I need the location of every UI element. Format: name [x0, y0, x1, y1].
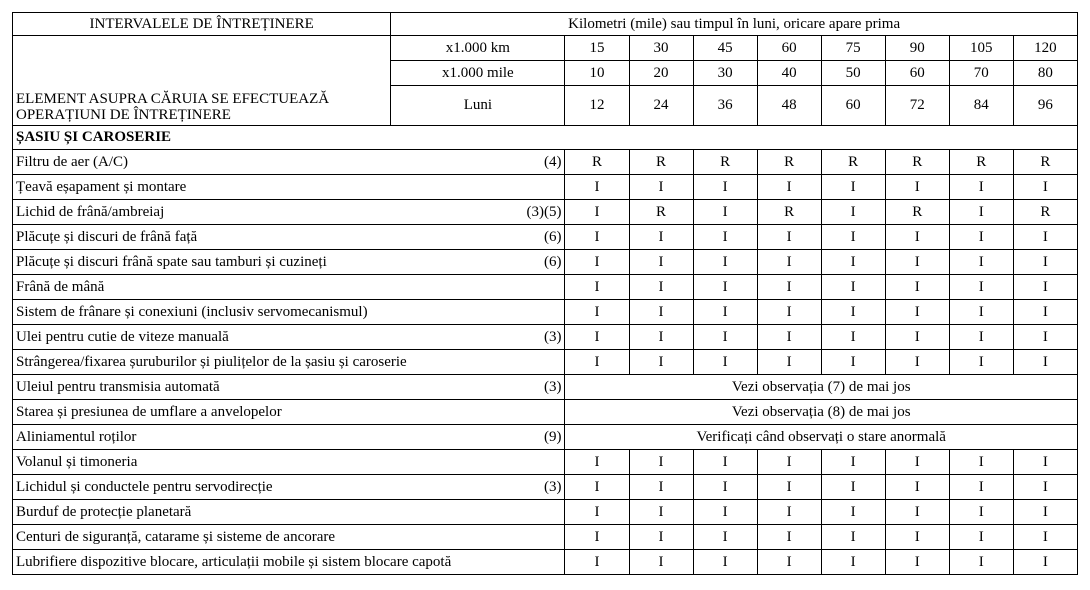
interval-value: I — [565, 550, 629, 575]
interval-value: I — [565, 325, 629, 350]
interval-value: I — [757, 450, 821, 475]
km-value: 105 — [949, 36, 1013, 61]
km-value: 120 — [1013, 36, 1077, 61]
interval-value: I — [1013, 475, 1077, 500]
interval-value: I — [757, 325, 821, 350]
interval-note: Vezi observația (7) de mai jos — [565, 375, 1078, 400]
interval-value: I — [757, 250, 821, 275]
interval-value: I — [693, 350, 757, 375]
interval-value: I — [629, 325, 693, 350]
interval-value: I — [693, 450, 757, 475]
table-row — [13, 250, 1078, 275]
item-reference: (3) — [543, 328, 562, 345]
interval-value: I — [1013, 225, 1077, 250]
element-title-cell — [13, 36, 391, 126]
interval-value: I — [757, 550, 821, 575]
interval-value: I — [949, 225, 1013, 250]
table-row — [13, 200, 1078, 225]
item-cell — [13, 250, 565, 275]
item-name: Plăcuțe și discuri frână spate sau tamburi și cuzineți — [16, 253, 327, 270]
section-row — [13, 126, 1078, 150]
item-cell — [13, 425, 565, 450]
interval-value: I — [821, 475, 885, 500]
interval-value: I — [565, 350, 629, 375]
item-cell — [13, 475, 565, 500]
interval-value: I — [821, 350, 885, 375]
interval-value: I — [693, 275, 757, 300]
table-row — [13, 425, 1078, 450]
interval-value: I — [821, 200, 885, 225]
interval-value: I — [565, 475, 629, 500]
interval-value: I — [949, 200, 1013, 225]
interval-value: I — [949, 500, 1013, 525]
interval-value: I — [629, 525, 693, 550]
item-reference: (9) — [543, 428, 562, 445]
km-value: 45 — [693, 36, 757, 61]
interval-value: I — [885, 350, 949, 375]
interval-value: I — [885, 450, 949, 475]
interval-value: I — [693, 225, 757, 250]
item-cell — [13, 400, 565, 425]
interval-value: I — [565, 300, 629, 325]
interval-value: I — [693, 250, 757, 275]
miles-value: 60 — [885, 61, 949, 86]
interval-value: I — [757, 225, 821, 250]
interval-value: I — [693, 475, 757, 500]
item-cell — [13, 350, 565, 375]
interval-value: I — [1013, 175, 1077, 200]
table-row — [13, 450, 1078, 475]
item-name: Centuri de siguranță, catarame și sisteme de ancorare — [16, 528, 336, 545]
interval-value: I — [757, 475, 821, 500]
item-cell — [13, 550, 565, 575]
interval-value: R — [565, 150, 629, 175]
interval-value: I — [949, 300, 1013, 325]
interval-value: I — [629, 450, 693, 475]
interval-value: R — [629, 200, 693, 225]
interval-value: I — [821, 225, 885, 250]
interval-value: R — [1013, 150, 1077, 175]
months-value: 48 — [757, 86, 821, 126]
interval-value: I — [1013, 325, 1077, 350]
unit-label-km: x1.000 km — [391, 36, 565, 61]
interval-value: I — [629, 275, 693, 300]
interval-value: I — [1013, 275, 1077, 300]
item-name: Plăcuțe și discuri de frână față — [16, 228, 198, 245]
interval-value: I — [629, 250, 693, 275]
maintenance-table — [12, 12, 1078, 575]
interval-value: I — [949, 450, 1013, 475]
miles-value: 10 — [565, 61, 629, 86]
interval-value: I — [885, 225, 949, 250]
miles-value: 50 — [821, 61, 885, 86]
interval-value: I — [757, 300, 821, 325]
table-row — [13, 475, 1078, 500]
months-value: 24 — [629, 86, 693, 126]
interval-value: I — [693, 200, 757, 225]
interval-value: I — [629, 500, 693, 525]
interval-value: I — [693, 525, 757, 550]
interval-value: I — [821, 175, 885, 200]
table-row — [13, 175, 1078, 200]
interval-value: I — [565, 200, 629, 225]
interval-value: I — [821, 300, 885, 325]
interval-value: I — [949, 325, 1013, 350]
table-row — [13, 375, 1078, 400]
item-reference: (3)(5) — [526, 203, 562, 220]
table-row — [13, 275, 1078, 300]
item-name: Ulei pentru cutie de viteze manuală — [16, 328, 229, 345]
interval-value: I — [1013, 350, 1077, 375]
item-cell — [13, 225, 565, 250]
km-value: 75 — [821, 36, 885, 61]
interval-value: I — [693, 325, 757, 350]
table-row — [13, 500, 1078, 525]
interval-value: I — [949, 475, 1013, 500]
interval-value: I — [565, 500, 629, 525]
interval-value: I — [821, 450, 885, 475]
interval-value: I — [757, 500, 821, 525]
interval-value: I — [629, 550, 693, 575]
months-value: 96 — [1013, 86, 1077, 126]
item-name: Lichid de frână/ambreiaj — [16, 203, 165, 220]
interval-value: I — [565, 250, 629, 275]
item-cell — [13, 500, 565, 525]
table-row — [13, 550, 1078, 575]
interval-value: I — [565, 275, 629, 300]
table-row — [13, 525, 1078, 550]
interval-value: I — [821, 275, 885, 300]
item-name: Strângerea/fixarea șuruburilor și piulițelor de la șasiu și caroserie — [16, 353, 407, 370]
months-value: 84 — [949, 86, 1013, 126]
interval-value: I — [821, 500, 885, 525]
months-value: 72 — [885, 86, 949, 126]
interval-value: I — [885, 475, 949, 500]
header-row-km — [13, 36, 1078, 61]
item-cell — [13, 450, 565, 475]
interval-value: I — [693, 175, 757, 200]
miles-value: 30 — [693, 61, 757, 86]
interval-value: I — [1013, 450, 1077, 475]
interval-value: I — [565, 175, 629, 200]
item-name: Filtru de aer (A/C) — [16, 153, 129, 170]
interval-value: R — [1013, 200, 1077, 225]
item-reference: (4) — [543, 153, 562, 170]
interval-value: I — [757, 525, 821, 550]
interval-value: I — [757, 350, 821, 375]
interval-value: I — [885, 275, 949, 300]
item-reference: (6) — [543, 253, 562, 270]
miles-value: 40 — [757, 61, 821, 86]
km-value: 15 — [565, 36, 629, 61]
item-cell — [13, 175, 565, 200]
interval-value: I — [693, 550, 757, 575]
element-title: ELEMENT ASUPRA CĂRUIA SE EFECTUEAZĂ OPERAȚIUNI DE ÎNTREȚINERE — [16, 91, 330, 123]
interval-value: I — [949, 175, 1013, 200]
interval-value: R — [885, 200, 949, 225]
interval-value: I — [1013, 300, 1077, 325]
interval-description: Kilometri (mile) sau timpul în luni, oricare apare prima — [391, 13, 1078, 36]
item-reference: (6) — [543, 228, 562, 245]
item-name: Aliniamentul roților — [16, 428, 137, 445]
table-row — [13, 400, 1078, 425]
interval-value: I — [693, 300, 757, 325]
interval-value: I — [949, 250, 1013, 275]
item-cell — [13, 150, 565, 175]
item-reference: (3) — [543, 478, 562, 495]
item-name: Uleiul pentru transmisia automată — [16, 378, 220, 395]
months-value: 12 — [565, 86, 629, 126]
interval-value: I — [949, 275, 1013, 300]
interval-title: INTERVALELE DE ÎNTREȚINERE — [13, 13, 391, 36]
interval-value: I — [885, 525, 949, 550]
interval-value: R — [885, 150, 949, 175]
interval-value: R — [757, 200, 821, 225]
interval-note: Vezi observația (8) de mai jos — [565, 400, 1078, 425]
miles-value: 80 — [1013, 61, 1077, 86]
interval-value: I — [693, 500, 757, 525]
table-row — [13, 325, 1078, 350]
months-value: 60 — [821, 86, 885, 126]
interval-value: I — [949, 550, 1013, 575]
interval-value: I — [1013, 550, 1077, 575]
interval-value: I — [821, 325, 885, 350]
interval-value: R — [757, 150, 821, 175]
interval-value: I — [565, 225, 629, 250]
item-cell — [13, 525, 565, 550]
item-name: Țeavă eșapament și montare — [16, 178, 187, 195]
interval-value: R — [693, 150, 757, 175]
table-row — [13, 150, 1078, 175]
table-row — [13, 300, 1078, 325]
item-name: Frână de mână — [16, 278, 105, 295]
interval-value: I — [629, 225, 693, 250]
interval-value: I — [885, 500, 949, 525]
item-reference: (3) — [543, 378, 562, 395]
interval-note: Verificați când observați o stare anormală — [565, 425, 1078, 450]
km-value: 90 — [885, 36, 949, 61]
unit-label-months: Luni — [391, 86, 565, 126]
interval-value: I — [885, 250, 949, 275]
interval-value: I — [821, 525, 885, 550]
months-value: 36 — [693, 86, 757, 126]
interval-value: I — [1013, 525, 1077, 550]
table-row — [13, 225, 1078, 250]
interval-value: I — [629, 175, 693, 200]
interval-value: R — [949, 150, 1013, 175]
item-name: Burduf de protecție planetară — [16, 503, 192, 520]
interval-value: I — [757, 175, 821, 200]
item-cell — [13, 275, 565, 300]
table-row — [13, 350, 1078, 375]
interval-value: I — [885, 175, 949, 200]
interval-value: I — [885, 300, 949, 325]
item-cell — [13, 325, 565, 350]
item-name: Sistem de frânare și conexiuni (inclusiv servomecanismul) — [16, 303, 368, 320]
item-name: Lichidul și conductele pentru servodirecție — [16, 478, 273, 495]
interval-value: I — [885, 550, 949, 575]
item-name: Lubrifiere dispozitive blocare, articulații mobile și sistem blocare capotă — [16, 553, 452, 570]
interval-value: I — [629, 300, 693, 325]
interval-value: I — [565, 450, 629, 475]
interval-value: I — [565, 525, 629, 550]
interval-value: I — [629, 475, 693, 500]
unit-label-miles: x1.000 mile — [391, 61, 565, 86]
miles-value: 70 — [949, 61, 1013, 86]
interval-value: I — [821, 250, 885, 275]
interval-value: R — [821, 150, 885, 175]
miles-value: 20 — [629, 61, 693, 86]
interval-value: I — [757, 275, 821, 300]
header-row-title — [13, 13, 1078, 36]
km-value: 60 — [757, 36, 821, 61]
interval-value: I — [949, 350, 1013, 375]
interval-value: I — [1013, 500, 1077, 525]
item-cell — [13, 200, 565, 225]
section-title: ȘASIU ȘI CAROSERIE — [13, 126, 1078, 150]
interval-value: I — [949, 525, 1013, 550]
item-cell — [13, 300, 565, 325]
item-name: Volanul și timoneria — [16, 453, 138, 470]
interval-value: I — [629, 350, 693, 375]
interval-value: I — [821, 550, 885, 575]
item-name: Starea și presiunea de umflare a anvelopelor — [16, 403, 282, 420]
interval-value: R — [629, 150, 693, 175]
km-value: 30 — [629, 36, 693, 61]
item-cell — [13, 375, 565, 400]
interval-value: I — [1013, 250, 1077, 275]
interval-value: I — [885, 325, 949, 350]
